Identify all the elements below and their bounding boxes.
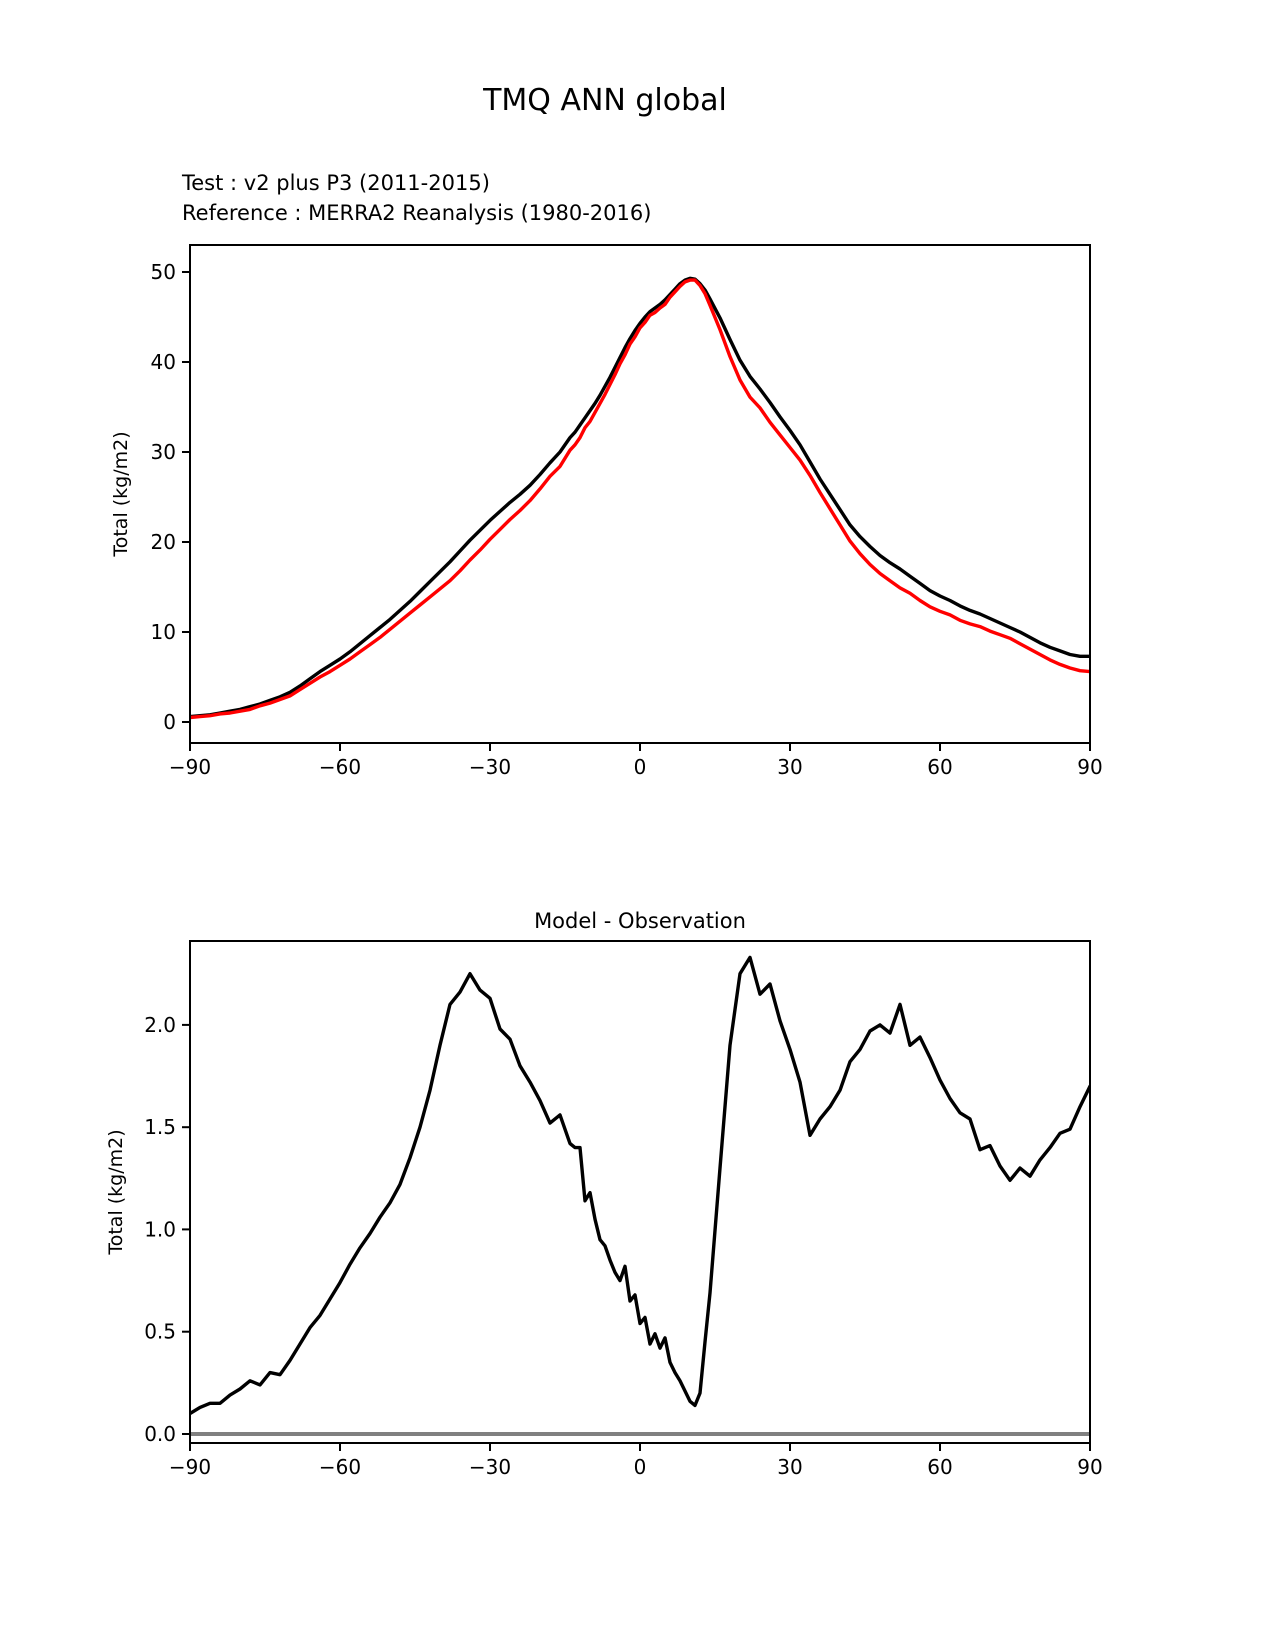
y-tick-label: 50 (150, 260, 176, 284)
x-tick-label: 30 (777, 1455, 803, 1479)
x-tick-label: −60 (318, 755, 362, 779)
legend-reference-label: Reference : MERRA2 Reanalysis (1980-2016) (182, 201, 652, 225)
series-line-0 (190, 957, 1090, 1413)
y-tick-label: 10 (150, 620, 176, 644)
y-tick-label: 0.5 (144, 1319, 176, 1344)
x-tick-label: −30 (468, 1455, 512, 1479)
y-tick-label: 2.0 (144, 1012, 176, 1037)
y-tick-label: 30 (150, 440, 176, 464)
bottom-plot-title: Model - Observation (534, 909, 746, 933)
x-tick-label: 0 (633, 1455, 647, 1479)
y-tick-label: 20 (150, 530, 176, 554)
series-line-0 (190, 278, 1090, 716)
x-tick-label: 90 (1077, 755, 1103, 779)
x-tick-label: −90 (168, 755, 212, 779)
bottom-plot-area (144, 941, 1103, 1479)
top-plot-area (151, 245, 1103, 779)
x-tick-label: 30 (777, 755, 803, 779)
x-tick-label: 60 (927, 1455, 953, 1479)
series-group (190, 957, 1090, 1413)
legend-test-label: Test : v2 plus P3 (2011-2015) (182, 171, 490, 195)
y-tick-label: 1.5 (144, 1115, 176, 1140)
series-group (190, 278, 1090, 717)
x-tick-label: −60 (318, 1455, 362, 1479)
y-tick-label: 1.0 (144, 1217, 176, 1242)
y-tick-label: 0 (163, 710, 176, 734)
plot-border (190, 941, 1090, 1443)
y-tick-label: 40 (150, 350, 176, 374)
figure-title: TMQ ANN global (483, 83, 727, 118)
x-tick-label: −30 (468, 755, 512, 779)
bottom-y-axis-label: Total (kg/m2) (105, 1129, 127, 1255)
top-y-axis-label: Total (kg/m2) (110, 431, 132, 557)
series-line-1 (190, 280, 1090, 717)
x-tick-label: 60 (927, 755, 953, 779)
y-tick-label: 0.0 (144, 1422, 176, 1446)
x-tick-label: −90 (168, 1455, 212, 1479)
x-tick-label: 0 (633, 755, 647, 779)
x-tick-label: 90 (1077, 1455, 1103, 1479)
